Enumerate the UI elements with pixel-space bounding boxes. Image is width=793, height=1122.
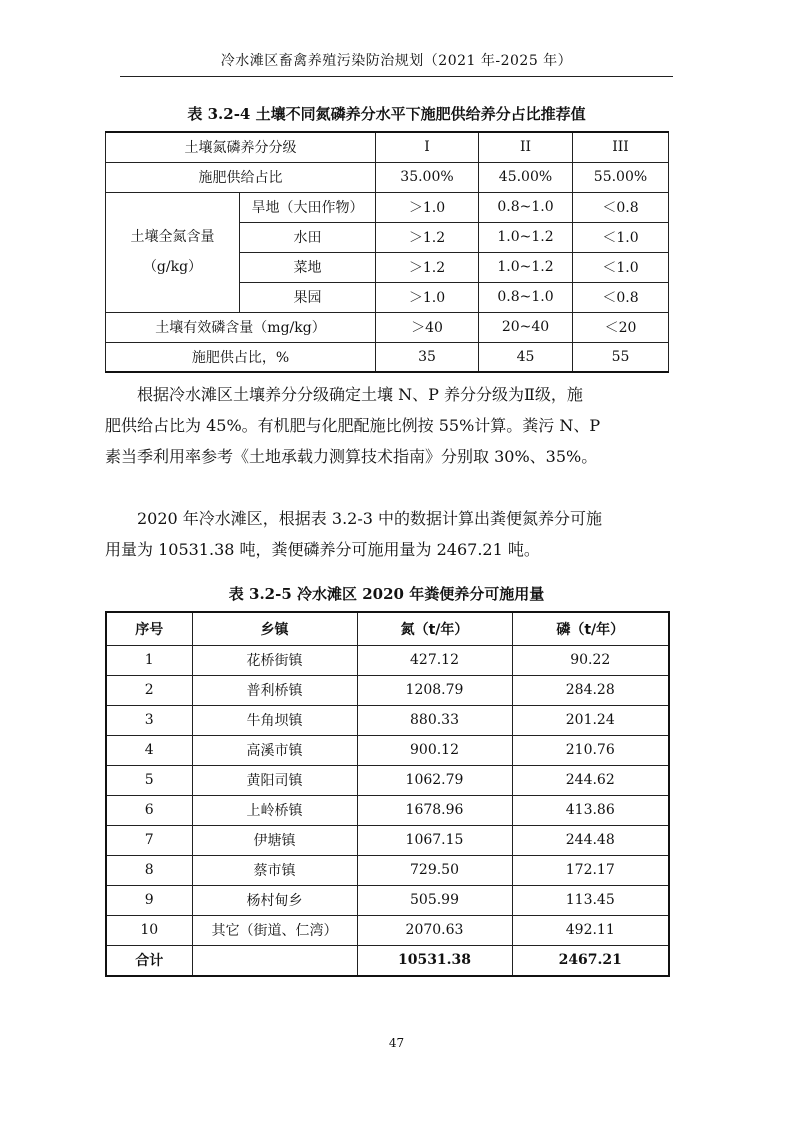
cell-n: 900.12 bbox=[357, 735, 512, 765]
nitrogen-label-line2: （g/kg） bbox=[142, 259, 203, 275]
sub-label: 果园 bbox=[240, 282, 376, 312]
table-row bbox=[106, 885, 669, 915]
paragraph-line: 根据冷水滩区土壤养分分级确定土壤 N、P 养分分级为Ⅱ级，施 bbox=[137, 385, 583, 404]
cell: ＞40 bbox=[376, 312, 479, 342]
cell-p: 201.24 bbox=[512, 705, 669, 735]
sub-label: 水田 bbox=[240, 222, 376, 252]
total-label: 合计 bbox=[106, 945, 192, 976]
total-p: 2467.21 bbox=[512, 945, 669, 976]
nitrogen-label-line1: 土壤全氮含量 bbox=[130, 229, 215, 245]
cell: 1.0~1.2 bbox=[479, 222, 573, 252]
ratio-label: 施肥供占比，% bbox=[106, 342, 376, 372]
running-header: 冷水滩区畜禽养殖污染防治规划（2021 年-2025 年） bbox=[220, 53, 573, 69]
cell-n: 880.33 bbox=[357, 705, 512, 735]
level-1: I bbox=[376, 132, 479, 162]
header-rule bbox=[120, 76, 673, 77]
cell-n: 729.50 bbox=[357, 855, 512, 885]
cell-town: 杨村甸乡 bbox=[192, 885, 357, 915]
cell: ＞1.0 bbox=[376, 192, 479, 222]
cell-town: 牛角坝镇 bbox=[192, 705, 357, 735]
cell: 1.0~1.2 bbox=[479, 252, 573, 282]
table-row bbox=[106, 765, 669, 795]
table-row bbox=[106, 645, 669, 675]
table-row bbox=[106, 675, 669, 705]
table-row bbox=[106, 735, 669, 765]
cell-p: 113.45 bbox=[512, 885, 669, 915]
table-row bbox=[106, 312, 669, 342]
cell-p: 172.17 bbox=[512, 855, 669, 885]
table-row bbox=[106, 342, 669, 372]
cell-p: 284.28 bbox=[512, 675, 669, 705]
cell-no: 8 bbox=[106, 855, 192, 885]
nutrient-level-table bbox=[105, 131, 669, 373]
table-row bbox=[106, 825, 669, 855]
paragraph-line: 肥供给占比为 45%。有机肥与化肥配施比例按 55%计算。粪污 N、P bbox=[105, 416, 601, 435]
cell-no: 1 bbox=[106, 645, 192, 675]
cell: 0.8~1.0 bbox=[479, 192, 573, 222]
paragraph-line: 用量为 10531.38 吨，粪便磷养分可施用量为 2467.21 吨。 bbox=[105, 540, 540, 559]
cell-no: 2 bbox=[106, 675, 192, 705]
cell-no: 3 bbox=[106, 705, 192, 735]
cell-no: 6 bbox=[106, 795, 192, 825]
cell-town: 上岭桥镇 bbox=[192, 795, 357, 825]
phosphorus-label: 土壤有效磷含量（mg/kg） bbox=[106, 312, 376, 342]
nitrogen-group-label bbox=[106, 192, 240, 312]
paragraph-line: 2020 年冷水滩区，根据表 3.2-3 中的数据计算出粪便氮养分可施 bbox=[137, 509, 603, 528]
sub-label: 旱地（大田作物） bbox=[240, 192, 376, 222]
total-row bbox=[106, 945, 669, 976]
cell-p: 244.62 bbox=[512, 765, 669, 795]
paragraph-line: 素当季利用率参考《土地承载力测算技术指南》分别取 30%、35%。 bbox=[105, 447, 598, 466]
total-n: 10531.38 bbox=[357, 945, 512, 976]
sub-label: 菜地 bbox=[240, 252, 376, 282]
cell-town: 高溪市镇 bbox=[192, 735, 357, 765]
supply-label: 施肥供给占比 bbox=[106, 162, 376, 192]
cell-town: 花桥街镇 bbox=[192, 645, 357, 675]
cell-no: 4 bbox=[106, 735, 192, 765]
col-header-town: 乡镇 bbox=[192, 612, 357, 645]
cell: ＜1.0 bbox=[573, 252, 669, 282]
cell-town: 普利桥镇 bbox=[192, 675, 357, 705]
cell-no: 5 bbox=[106, 765, 192, 795]
cell: ＜1.0 bbox=[573, 222, 669, 252]
cell: ＜0.8 bbox=[573, 192, 669, 222]
cell-town: 黄阳司镇 bbox=[192, 765, 357, 795]
cell: 0.8~1.0 bbox=[479, 282, 573, 312]
cell: ＜0.8 bbox=[573, 282, 669, 312]
table-row bbox=[106, 705, 669, 735]
cell-p: 492.11 bbox=[512, 915, 669, 945]
level-2: II bbox=[479, 132, 573, 162]
table-row bbox=[106, 132, 669, 162]
cell-no: 7 bbox=[106, 825, 192, 855]
cell: 55.00% bbox=[573, 162, 669, 192]
table-row bbox=[106, 162, 669, 192]
col-header-n: 氮（t/年） bbox=[357, 612, 512, 645]
cell: ＜20 bbox=[573, 312, 669, 342]
body-paragraph-2 bbox=[105, 503, 668, 565]
table-row bbox=[106, 192, 669, 222]
cell: 35 bbox=[376, 342, 479, 372]
cell-n: 2070.63 bbox=[357, 915, 512, 945]
cell: 20~40 bbox=[479, 312, 573, 342]
cell-n: 1678.96 bbox=[357, 795, 512, 825]
cell-town: 伊塘镇 bbox=[192, 825, 357, 855]
table-row bbox=[106, 855, 669, 885]
col-header-p: 磷（t/年） bbox=[512, 612, 669, 645]
cell-p: 413.86 bbox=[512, 795, 669, 825]
manure-nutrient-table bbox=[105, 611, 670, 977]
cell-p: 90.22 bbox=[512, 645, 669, 675]
header-label: 土壤氮磷养分分级 bbox=[106, 132, 376, 162]
cell: 55 bbox=[573, 342, 669, 372]
cell-p: 210.76 bbox=[512, 735, 669, 765]
cell: 45.00% bbox=[479, 162, 573, 192]
cell-n: 1208.79 bbox=[357, 675, 512, 705]
page-number: 47 bbox=[388, 1036, 405, 1050]
table-row bbox=[106, 915, 669, 945]
total-town bbox=[192, 945, 357, 976]
table-row bbox=[106, 795, 669, 825]
cell: 45 bbox=[479, 342, 573, 372]
table-header-row bbox=[106, 612, 669, 645]
cell-n: 427.12 bbox=[357, 645, 512, 675]
cell-town: 其它（街道、仁湾） bbox=[192, 915, 357, 945]
cell-no: 9 bbox=[106, 885, 192, 915]
table2-caption: 表 3.2-5 冷水滩区 2020 年粪便养分可施用量 bbox=[228, 585, 545, 603]
cell: ＞1.0 bbox=[376, 282, 479, 312]
cell: 35.00% bbox=[376, 162, 479, 192]
cell-no: 10 bbox=[106, 915, 192, 945]
cell-n: 505.99 bbox=[357, 885, 512, 915]
cell: ＞1.2 bbox=[376, 222, 479, 252]
cell: ＞1.2 bbox=[376, 252, 479, 282]
cell-p: 244.48 bbox=[512, 825, 669, 855]
cell-n: 1062.79 bbox=[357, 765, 512, 795]
cell-town: 蔡市镇 bbox=[192, 855, 357, 885]
body-paragraph-1 bbox=[105, 379, 668, 472]
col-header-no: 序号 bbox=[106, 612, 192, 645]
cell-n: 1067.15 bbox=[357, 825, 512, 855]
table1-caption: 表 3.2-4 土壤不同氮磷养分水平下施肥供给养分占比推荐值 bbox=[187, 105, 586, 123]
level-3: III bbox=[573, 132, 669, 162]
